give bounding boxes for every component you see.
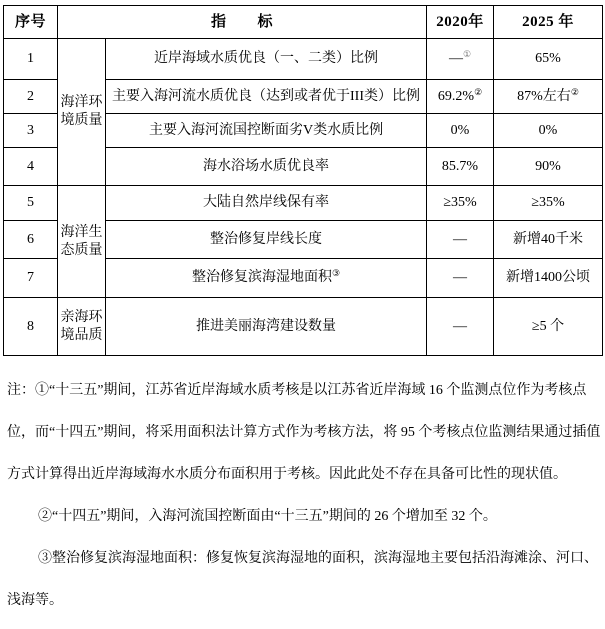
indicator-cell: [106, 298, 427, 356]
value-2025-cell: [494, 186, 603, 221]
value-2025-cell: [494, 39, 603, 80]
indicator-text: 推进美丽海湾建设数量: [196, 318, 336, 334]
row-number-cell: 1: [4, 39, 58, 80]
value-text: 69.2%: [437, 88, 475, 104]
value-text: —: [448, 51, 463, 66]
value-text: ≥5 个: [531, 318, 565, 334]
footnotes-section: [7, 370, 603, 622]
value-text: 90%: [535, 158, 561, 174]
row-number-cell: 4: [4, 148, 58, 186]
value-2020-cell: [427, 148, 494, 186]
category-cell-marine-environment: 海洋环境质量: [58, 39, 106, 186]
indicator-text: 整治修复滨海湿地面积: [191, 270, 332, 285]
value-text: 新增1400公顷: [506, 270, 591, 285]
header-cell-2020: 2020年: [427, 6, 494, 39]
table-header-row: [4, 6, 603, 39]
value-2020-cell: [427, 80, 494, 114]
row-number-cell: 2: [4, 80, 58, 114]
table-row: [4, 186, 603, 221]
value-text: 新增40千米: [513, 231, 584, 247]
value-text: 87%左右: [517, 88, 571, 104]
indicator-text: 整治修复岸线长度: [210, 231, 322, 247]
footnote-marker: ③: [331, 268, 341, 278]
indicator-cell: [106, 114, 427, 148]
indicator-text: 主要入海河流水质优良（达到或者优于III类）比例: [112, 88, 420, 104]
footnote-3: ③整治修复滨海湿地面积：修复恢复滨海湿地的面积，滨海湿地主要包括沿海滩涂、河口、浅海等。: [7, 551, 598, 608]
value-2025-cell: [494, 148, 603, 186]
category-cell-coastal-quality: 亲海环境品质: [58, 298, 106, 356]
value-2025-cell: [494, 114, 603, 148]
value-2025-cell: [494, 221, 603, 259]
category-cell-marine-ecology: 海洋生态质量: [58, 186, 106, 298]
indicator-text: 近岸海域水质优良（一、二类）比例: [154, 51, 378, 66]
value-text: 65%: [535, 51, 561, 66]
value-2020-cell: [427, 186, 494, 221]
value-2020-cell: [427, 39, 494, 80]
value-text: 0%: [538, 122, 558, 138]
value-2020-cell: [427, 221, 494, 259]
header-cell-2025: 2025 年: [494, 6, 603, 39]
value-2020-cell: [427, 259, 494, 298]
value-2020-cell: [427, 298, 494, 356]
indicator-cell: [106, 186, 427, 221]
indicator-cell: [106, 80, 427, 114]
value-text: 85.7%: [441, 158, 479, 174]
row-number-cell: 5: [4, 186, 58, 221]
row-number-cell: 8: [4, 298, 58, 356]
footnote-marker: ②: [474, 86, 483, 97]
indicator-text: 海水浴场水质优良率: [203, 158, 329, 174]
footnote-marker: ①: [462, 49, 472, 59]
value-2025-cell: [494, 298, 603, 356]
value-2020-cell: [427, 114, 494, 148]
footnote-2: ②“十四五”期间，入海河流国控断面由“十三五”期间的 26 个增加至 32 个。: [38, 509, 497, 524]
row-number-cell: 6: [4, 221, 58, 259]
value-text: —: [453, 318, 468, 334]
table-row: [4, 39, 603, 80]
header-cell-no: 序号: [4, 6, 58, 39]
indicator-cell: [106, 39, 427, 80]
row-number-cell: 7: [4, 259, 58, 298]
indicator-text: 大陆自然岸线保有率: [203, 195, 329, 210]
header-cell-indicator: 指 标: [58, 6, 427, 39]
value-2025-cell: [494, 80, 603, 114]
value-text: ≥35%: [443, 195, 477, 210]
table-row: [4, 298, 603, 356]
value-text: —: [453, 270, 468, 285]
value-text: 0%: [450, 122, 470, 138]
row-number-cell: 3: [4, 114, 58, 148]
footnote-marker: ②: [570, 86, 579, 97]
indicator-cell: [106, 221, 427, 259]
indicator-cell: [106, 259, 427, 298]
indicators-table: [3, 5, 603, 356]
footnote-1: 注：①“十三五”期间，江苏省近岸海域水质考核是以江苏省近岸海域 16 个监测点位作为考核点位，而“十四五”期间，将采用面积法计算方式作为考核方法，将 95 个考核点位监测结果通过插值方式计算得出近岸海域海水水质分布面积用于考核。因此此处不存在具备可比性的现状值。: [7, 383, 601, 482]
indicator-cell: [106, 148, 427, 186]
value-text: —: [453, 231, 468, 247]
value-2025-cell: [494, 259, 603, 298]
value-text: ≥35%: [531, 195, 565, 210]
indicator-text: 主要入海河流国控断面劣V类水质比例: [148, 122, 384, 138]
